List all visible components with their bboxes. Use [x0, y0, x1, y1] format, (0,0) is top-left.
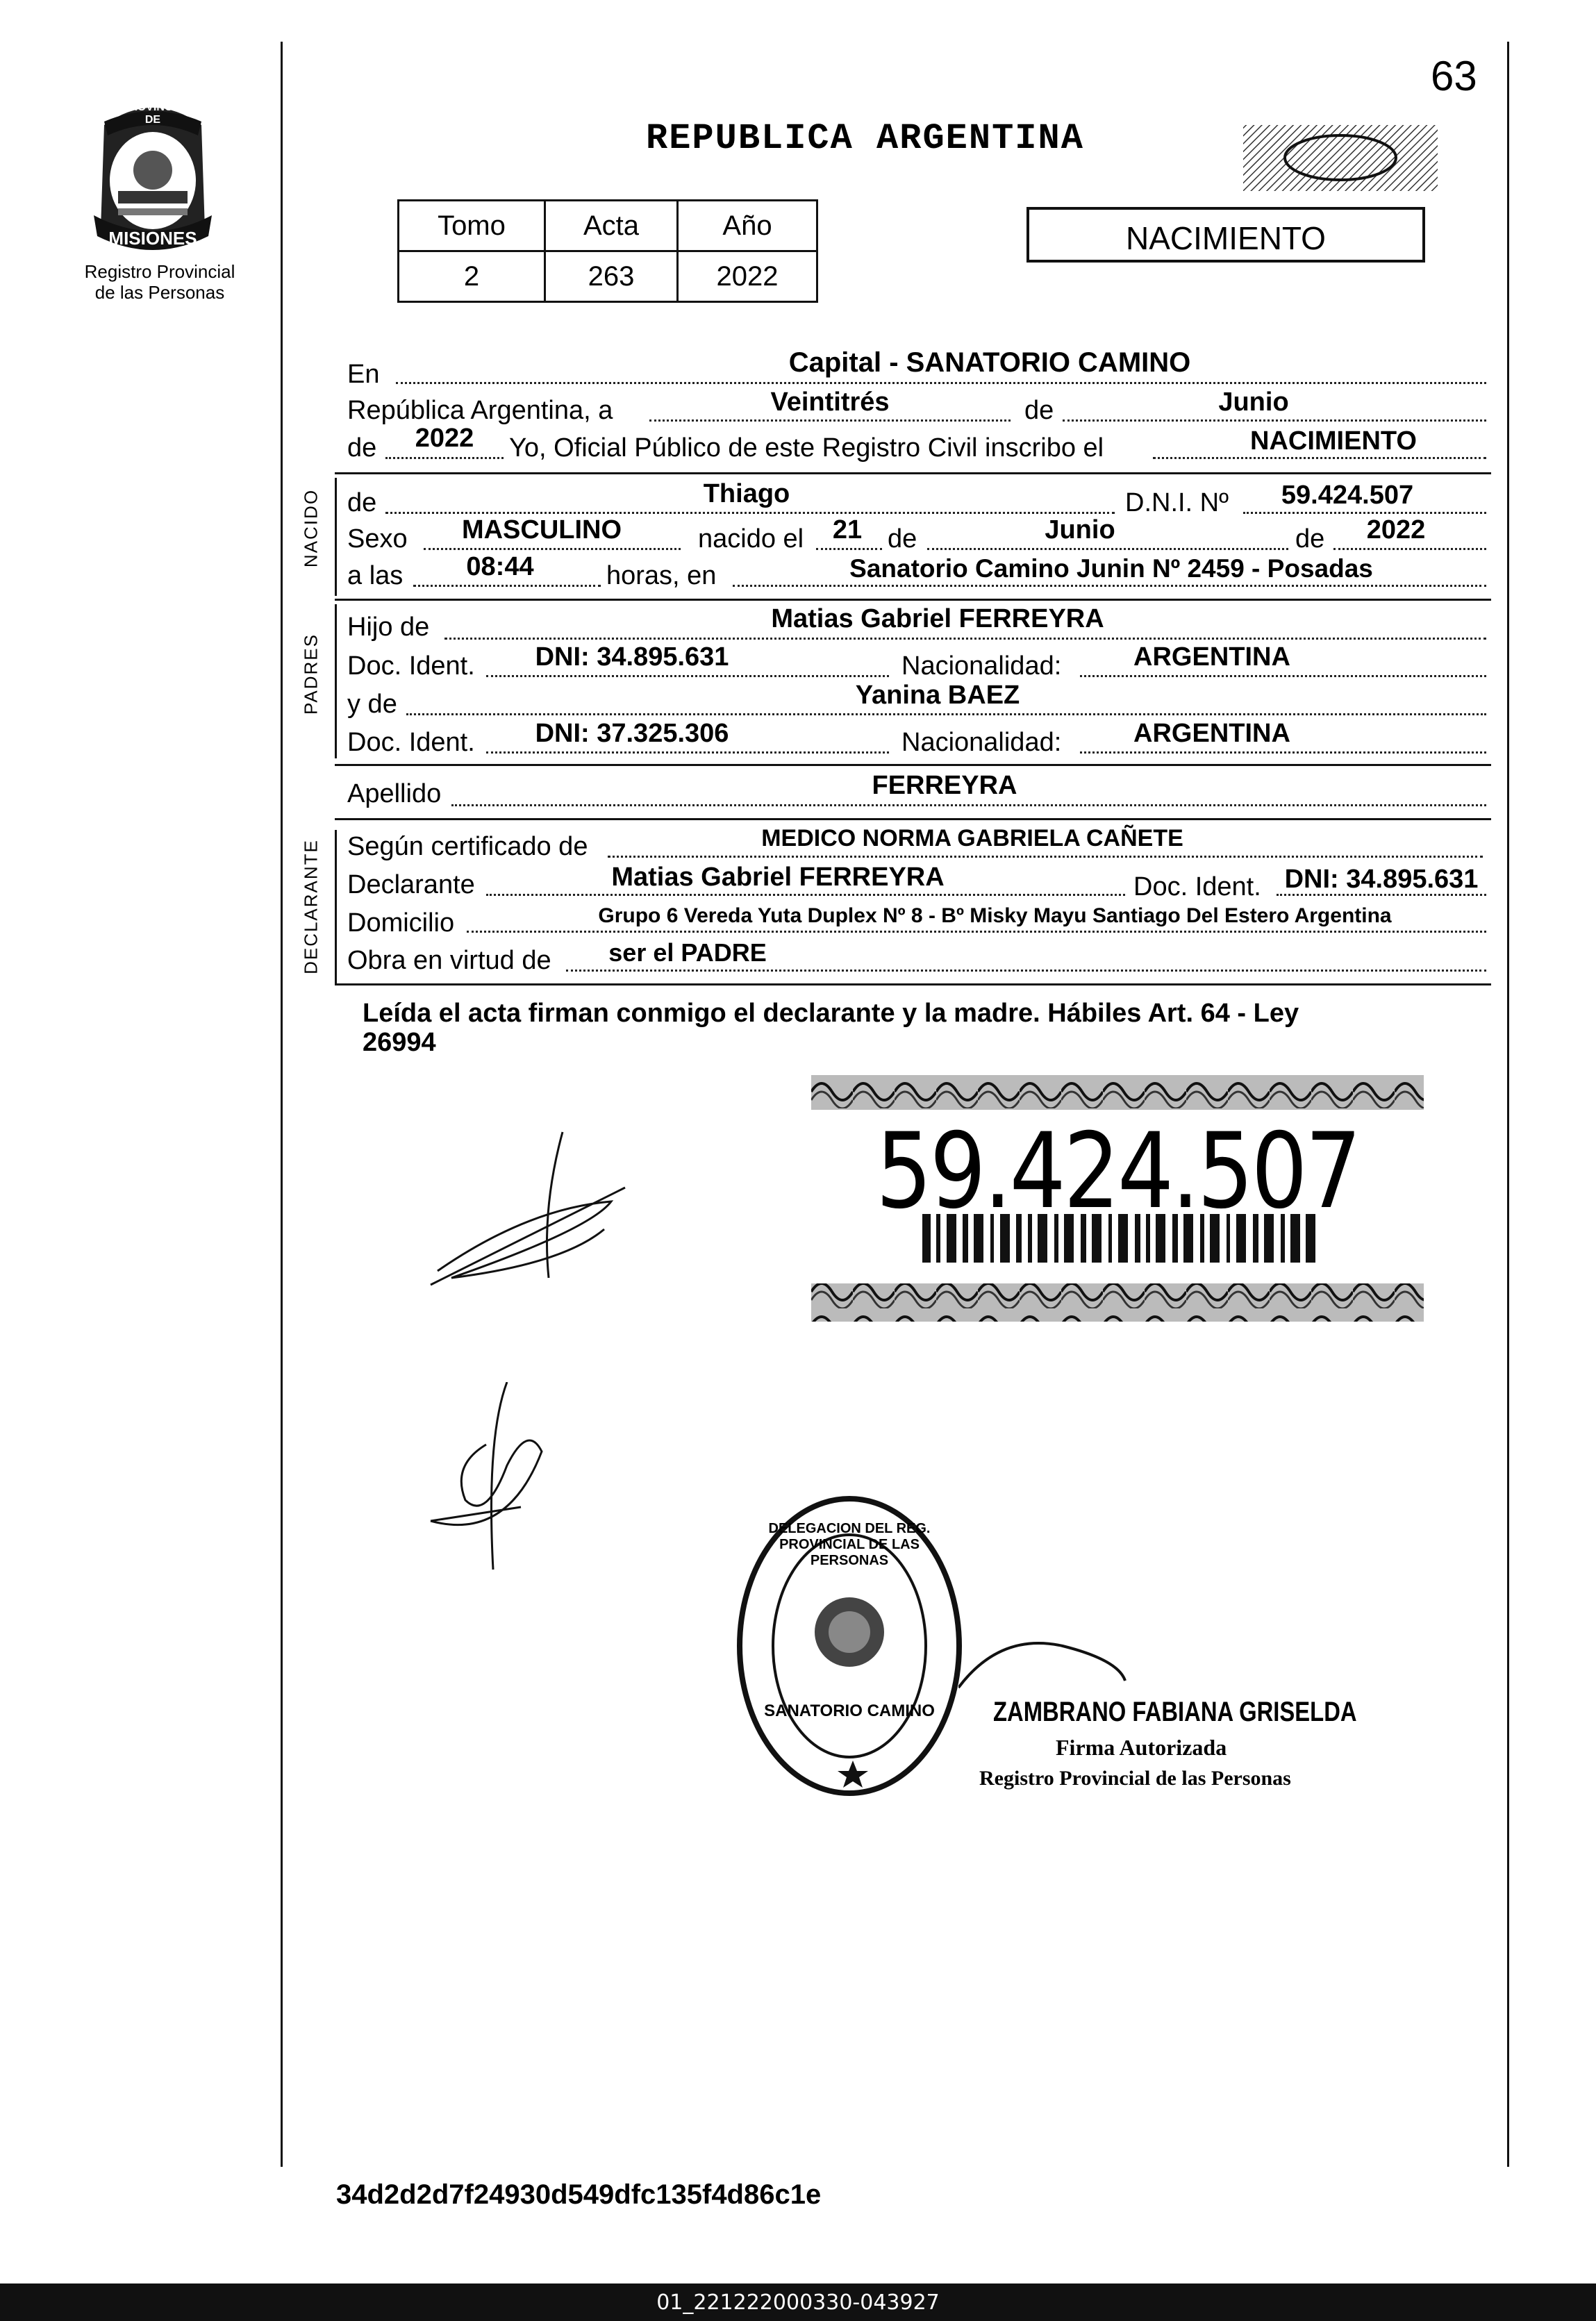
dotted-line: [927, 548, 1288, 550]
alas-label: a las: [347, 561, 404, 590]
dotted-line: [451, 804, 1486, 806]
dotted-line: [406, 713, 1486, 715]
value-ano: 2022: [677, 251, 817, 302]
official-role: Firma Autorizada: [1056, 1735, 1227, 1760]
domicilio-value: Grupo 6 Vereda Yuta Duplex Nº 8 - Bº Misky Mayu Santiago Del Estero Argentina: [598, 904, 1392, 927]
dni-label: D.N.I. Nº: [1125, 488, 1229, 517]
separator: [335, 983, 1491, 985]
dotted-line: [467, 931, 1486, 933]
header-ano: Año: [677, 201, 817, 251]
section-bar: [335, 478, 337, 596]
dotted-line: [486, 751, 889, 754]
dotted-line: [1063, 419, 1486, 422]
dni-stamp-block: [811, 1075, 1424, 1325]
document-hash: 34d2d2d7f24930d549dfc135f4d86c1e: [336, 2179, 822, 2210]
mother-nat-label: Nacionalidad:: [901, 728, 1062, 757]
official-signature: [958, 1632, 1139, 1702]
de-label-2: de: [347, 433, 377, 463]
mother-nat: ARGENTINA: [1133, 719, 1290, 748]
obra-value: ser el PADRE: [608, 938, 767, 967]
seal-ring-text: DELEGACION DEL REG. PROVINCIAL DE LAS PERSONAS: [768, 1521, 931, 1568]
cert-value: MEDICO NORMA GABRIELA CAÑETE: [761, 825, 1183, 851]
header-acta: Acta: [545, 201, 677, 251]
apellido-value: FERREYRA: [872, 771, 1017, 800]
dotted-line: [566, 970, 1486, 972]
registry-label-1: Registro Provincial: [84, 261, 235, 282]
dotted-line: [444, 638, 1486, 640]
nacido-de-label: de: [347, 488, 377, 517]
month-value: Junio: [1218, 388, 1289, 417]
official-name: ZAMBRANO FABIANA GRISELDA: [993, 1697, 1357, 1727]
dotted-line: [608, 856, 1483, 858]
birth-day: 21: [832, 515, 863, 544]
mother-name: Yanina BAEZ: [855, 681, 1020, 710]
registry-label-2: de las Personas: [94, 282, 225, 303]
mother-signature: [424, 1382, 563, 1577]
declarante-signature: [424, 1125, 632, 1292]
official-office: Registro Provincial de las Personas: [979, 1767, 1291, 1790]
seal-inner-text: SANATORIO CAMINO: [764, 1702, 935, 1720]
separator: [335, 599, 1491, 601]
dotted-line: [385, 457, 504, 459]
separator: [335, 764, 1491, 766]
act-type-box: [1026, 207, 1425, 263]
father-nat-label: Nacionalidad:: [901, 651, 1062, 681]
cert-label: Según certificado de: [347, 832, 588, 861]
official-seal: [735, 1493, 964, 1799]
margin-line-right: [1507, 42, 1509, 2167]
dotted-line: [1153, 457, 1486, 459]
signature-icon: [424, 1125, 632, 1292]
signature-icon: [424, 1382, 563, 1577]
declarante-name: Matias Gabriel FERREYRA: [611, 863, 945, 892]
child-name: Thiago: [703, 479, 790, 508]
margin-line: [281, 42, 283, 2167]
footer-bar: [0, 2283, 1596, 2321]
birth-year: 2022: [1366, 515, 1426, 544]
yde-label: y de: [347, 690, 397, 719]
father-doc-label: Doc. Ident.: [347, 651, 475, 681]
footer-id: 01_221222000330-043927: [656, 2290, 940, 2315]
father-nat: ARGENTINA: [1133, 642, 1290, 672]
horas-label: horas, en: [606, 561, 717, 590]
sexo-label: Sexo: [347, 524, 408, 554]
separator: [335, 818, 1491, 820]
dotted-line: [1243, 512, 1486, 514]
separator: [335, 472, 1491, 474]
act-type: NACIMIENTO: [1126, 220, 1326, 256]
signature-icon: [958, 1632, 1139, 1702]
dotted-line: [816, 548, 882, 550]
dotted-line: [424, 548, 681, 550]
day-words: Veintitrés: [770, 388, 890, 417]
birth-time: 08:44: [466, 552, 534, 581]
logo-bottom-text: MISIONES: [108, 228, 197, 249]
place-value: Capital - SANATORIO CAMINO: [788, 347, 1191, 378]
year-value: 2022: [415, 424, 474, 453]
birth-month: Junio: [1045, 515, 1115, 544]
republica-label: República Argentina, a: [347, 396, 613, 425]
declarante-section-label: DECLARANTE: [300, 839, 322, 974]
oficial-text: Yo, Oficial Público de este Registro Civil inscribo el: [509, 433, 1104, 463]
dotted-line: [486, 894, 1125, 896]
dotted-line: [413, 585, 601, 587]
document-title: REPUBLICA ARGENTINA: [646, 118, 1084, 159]
father-doc: DNI: 34.895.631: [535, 642, 729, 672]
dotted-line: [1080, 751, 1486, 754]
logo-top-text: PROVINCIA DE: [122, 101, 184, 126]
nacido-el-label: nacido el: [698, 524, 804, 554]
dotted-line: [1080, 675, 1486, 677]
dotted-line: [1277, 894, 1486, 896]
section-bar: [335, 830, 337, 984]
en-label: En: [347, 360, 380, 389]
apellido-label: Apellido: [347, 779, 442, 808]
section-bar: [335, 604, 337, 758]
value-acta: 263: [545, 251, 677, 302]
declarante-doc-label: Doc. Ident.: [1133, 872, 1261, 901]
nacido-de-label-2: de: [888, 524, 917, 554]
father-name: Matias Gabriel FERREYRA: [771, 604, 1104, 633]
domicilio-label: Domicilio: [347, 908, 455, 938]
sexo-value: MASCULINO: [461, 515, 622, 544]
dotted-line: [396, 382, 1486, 384]
security-stamp: [1243, 119, 1438, 196]
padres-section-label: PADRES: [300, 633, 322, 715]
mother-doc-label: Doc. Ident.: [347, 728, 475, 757]
dotted-line: [486, 675, 889, 677]
de-label: de: [1024, 396, 1054, 425]
page-number: 63: [1431, 53, 1477, 99]
birth-place: Sanatorio Camino Junin Nº 2459 - Posadas: [849, 554, 1373, 583]
nacido-de-label-3: de: [1295, 524, 1325, 554]
dotted-line: [385, 512, 1115, 514]
declarante-doc: DNI: 34.895.631: [1284, 865, 1479, 894]
dotted-line: [733, 585, 1486, 587]
closing-text-1: Leída el acta firman conmigo el declarante y la madre. Hábiles Art. 64 - Ley: [363, 999, 1299, 1028]
mother-doc: DNI: 37.325.306: [535, 719, 729, 748]
dotted-line: [649, 419, 1011, 422]
closing-text-2: 26994: [363, 1028, 436, 1057]
inscribe-type: NACIMIENTO: [1250, 426, 1417, 456]
value-tomo: 2: [399, 251, 545, 302]
registry-logo: [76, 97, 229, 257]
child-dni: 59.424.507: [1281, 481, 1414, 510]
obra-label: Obra en virtud de: [347, 946, 551, 975]
hologram-icon: [1243, 119, 1438, 196]
dni-stamp-number: 59.424.507: [875, 1111, 1360, 1232]
declarante-label: Declarante: [347, 870, 475, 899]
hijo-de-label: Hijo de: [347, 613, 430, 642]
dotted-line: [1333, 548, 1486, 550]
nacido-section-label: NACIDO: [300, 488, 322, 568]
record-table: [397, 199, 818, 303]
header-tomo: Tomo: [399, 201, 545, 251]
